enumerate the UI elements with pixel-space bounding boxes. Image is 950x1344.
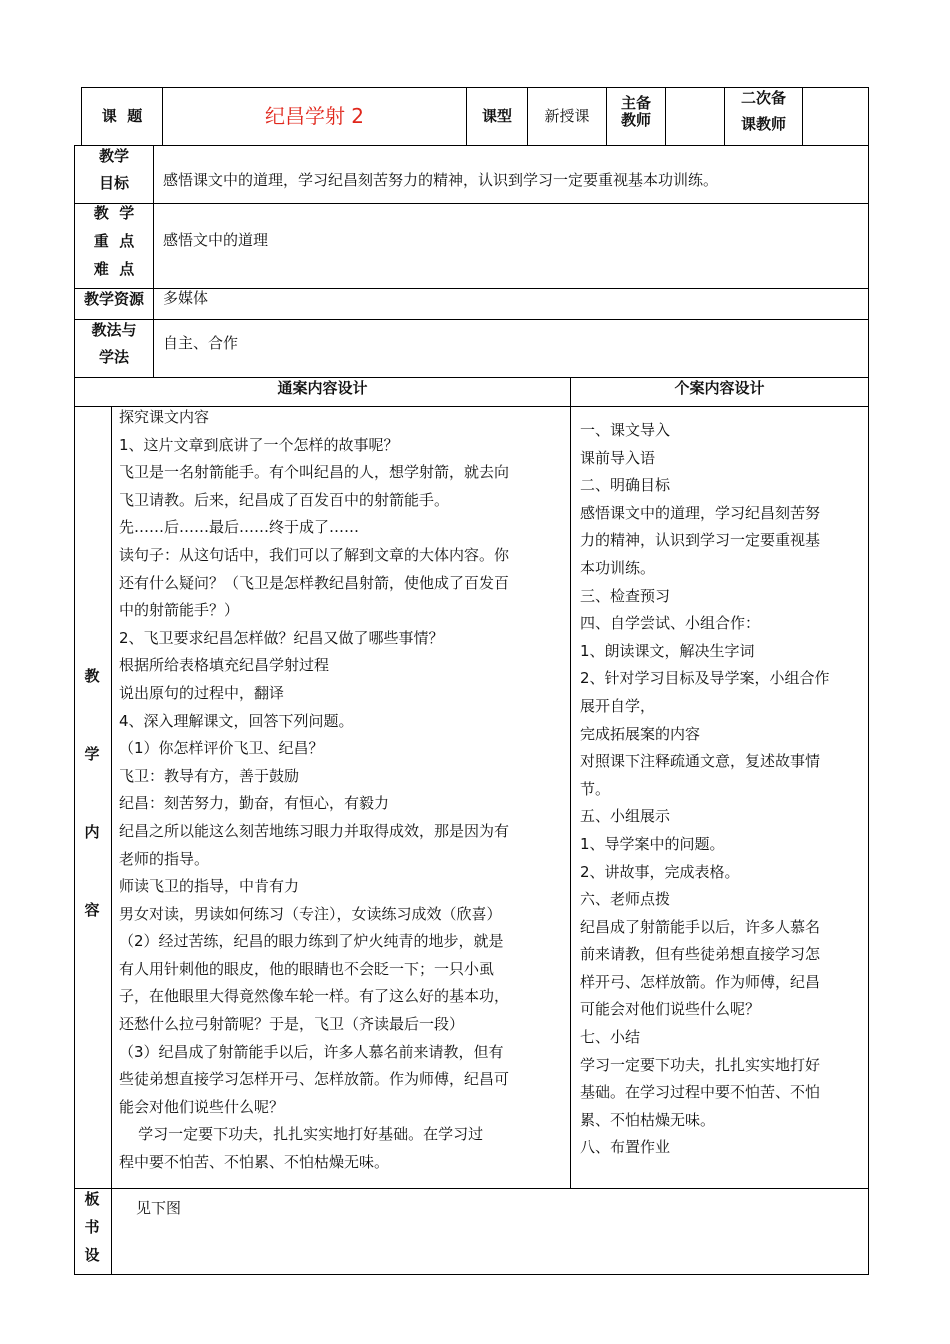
common-line: 师读飞卫的指导，中肯有力 [119, 877, 300, 896]
table-border [868, 87, 869, 1275]
method-content: 自主、合作 [163, 334, 239, 352]
main-teacher-label-2: 教师 [620, 111, 651, 129]
main-teacher-label-1: 主备 [620, 94, 651, 112]
common-line: 飞卫请教。后来，纪昌成了百发百中的射箭能手。 [119, 490, 450, 509]
common-line: 飞卫是一名射箭能手。有个叫纪昌的人，想学射箭，就去向 [119, 463, 510, 482]
common-line: 能会对他们说些什么呢？ [119, 1097, 285, 1116]
individual-line: 纪昌成了射箭能手以后，许多人慕名 [580, 917, 821, 936]
common-line: 纪昌之所以能这么刻苦地练习眼力并取得成效，那是因为有 [119, 821, 510, 840]
common-line: 根据所给表格填充纪昌学射过程 [119, 656, 330, 675]
common-line: 中的射箭能手？） [119, 601, 240, 620]
goal-label-1: 教学 [98, 147, 129, 165]
common-line: 飞卫：教导有方，善于鼓励 [119, 766, 300, 785]
second-teacher-label-2: 课教师 [740, 115, 786, 133]
individual-line: 基础。在学习过程中要不怕苦、不怕 [580, 1083, 821, 1102]
common-line: （1）你怎样评价飞卫、纪昌？ [119, 739, 324, 758]
individual-line: 一、课文导入 [580, 421, 671, 439]
individual-line: 累、不怕枯燥无味。 [580, 1110, 716, 1129]
individual-line: 样开弓、怎样放箭。作为师傅，纪昌 [580, 972, 821, 991]
board-content: 见下图 [136, 1199, 182, 1217]
individual-line: 感悟课文中的道理，学习纪昌刻苦努 [580, 503, 821, 522]
common-design-header: 通案内容设计 [277, 379, 368, 397]
common-line: 程中要不怕苦、不怕累、不怕枯燥无味。 [119, 1153, 390, 1172]
table-border [153, 145, 154, 377]
table-border [74, 319, 869, 320]
table-border [74, 145, 869, 146]
common-line: 学习一定要下功夫，扎扎实实地打好基础。在学习过 [119, 1125, 484, 1144]
individual-line: 本功训练。 [580, 558, 656, 577]
table-border [74, 1188, 869, 1189]
topic-label: 课 题 [101, 107, 143, 125]
common-line: 2、飞卫要求纪昌怎样做？纪昌又做了哪些事情？ [119, 628, 444, 647]
individual-line: 1、朗读课文，解决生字词 [580, 641, 755, 660]
individual-line: 力的精神，认识到学习一定要重视基 [580, 531, 821, 550]
table-border [802, 87, 803, 145]
common-line: 还愁什么拉弓射箭呢？于是，飞卫（齐读最后一段） [119, 1015, 465, 1034]
board-label-char: 设 [84, 1246, 100, 1264]
individual-line: 可能会对他们说些什么呢？ [580, 1000, 761, 1019]
content-label-char: 内 [84, 823, 100, 841]
common-line: （2）经过苦练，纪昌的眼力练到了炉火纯青的地步，就是 [119, 932, 504, 951]
individual-content [580, 417, 865, 1162]
table-border [111, 1188, 112, 1274]
common-line: 先……后……最后……终于成了…… [119, 518, 360, 537]
table-border [74, 203, 869, 204]
individual-line: 2、讲故事，完成表格。 [580, 862, 740, 881]
common-line: 探究课文内容 [119, 408, 210, 426]
page-title: 纪昌学射 2 [264, 104, 365, 128]
individual-line: 课前导入语 [580, 448, 656, 467]
goal-label-2: 目标 [98, 174, 129, 192]
common-line: 还有什么疑问？（飞卫是怎样教纪昌射箭，使他成了百发百 [119, 573, 510, 592]
individual-line: 二、明确目标 [580, 476, 671, 495]
table-border [570, 377, 571, 1188]
individual-line: 完成拓展案的内容 [580, 724, 701, 743]
method-label-2: 学法 [98, 348, 129, 366]
focus-label-3: 难 点 [93, 260, 135, 278]
table-border [665, 87, 666, 145]
common-line: 老师的指导。 [119, 849, 210, 868]
individual-line: 八、布置作业 [580, 1138, 671, 1157]
board-label-char: 板 [84, 1190, 100, 1208]
individual-design-header: 个案内容设计 [674, 379, 765, 397]
type-value: 新授课 [544, 107, 590, 125]
focus-content: 感悟文中的道理 [163, 231, 269, 249]
common-line: （3）纪昌成了射箭能手以后，许多人慕名前来请教，但有 [119, 1042, 504, 1061]
individual-line: 七、小结 [580, 1028, 641, 1047]
content-label-char: 学 [84, 745, 100, 763]
individual-line: 四、自学尝试、小组合作： [580, 614, 761, 633]
individual-line: 前来请教，但有些徒弟想直接学习怎 [580, 945, 821, 964]
individual-line: 1、导学案中的问题。 [580, 834, 725, 853]
focus-label-1: 教 学 [93, 204, 135, 222]
individual-line: 五、小组展示 [580, 807, 671, 826]
common-line: 男女对读，男读如何练习（专注），女读练习成效（欣喜） [119, 904, 502, 923]
individual-line: 2、针对学习目标及导学案，小组合作 [580, 669, 830, 688]
table-border [74, 145, 75, 1275]
common-line: 4、深入理解课文，回答下列问题。 [119, 711, 354, 730]
individual-line: 展开自学， [580, 696, 656, 715]
method-label-1: 教法与 [91, 321, 137, 339]
table-border [111, 406, 112, 1188]
resource-content: 多媒体 [163, 289, 209, 307]
individual-line: 六、老师点拨 [580, 890, 671, 909]
common-line: 说出原句的过程中，翻译 [119, 683, 285, 702]
common-line: 读句子：从这句话中，我们可以了解到文章的大体内容。你 [119, 545, 510, 564]
resource-label: 教学资源 [83, 290, 144, 308]
board-label-char: 书 [84, 1218, 100, 1236]
individual-line: 对照课下注释疏通文意，复述故事情 [580, 752, 821, 771]
common-line: 有人用针刺他的眼皮，他的眼睛也不会眨一下；一只小虱 [119, 959, 495, 978]
type-label: 课型 [481, 107, 512, 125]
table-border [74, 1274, 869, 1275]
second-teacher-label-1: 二次备 [740, 89, 786, 107]
individual-line: 学习一定要下功夫，扎扎实实地打好 [580, 1055, 821, 1074]
focus-label-2: 重 点 [93, 232, 135, 250]
content-label-char: 容 [84, 901, 100, 919]
content-label-char: 教 [84, 667, 100, 685]
common-content [119, 404, 567, 1177]
individual-line: 三、检查预习 [580, 586, 671, 605]
common-line: 些徒弟想直接学习怎样开弓、怎样放箭。作为师傅，纪昌可 [119, 1070, 510, 1089]
individual-line: 节。 [580, 779, 611, 798]
goal-content: 感悟课文中的道理，学习纪昌刻苦努力的精神，认识到学习一定要重视基本功训练。 [163, 171, 719, 189]
common-line: 纪昌：刻苦努力，勤奋，有恒心，有毅力 [119, 794, 390, 813]
common-line: 子，在他眼里大得竟然像车轮一样。有了这么好的基本功， [119, 987, 510, 1006]
common-line: 1、这片文章到底讲了一个怎样的故事呢？ [119, 435, 399, 454]
